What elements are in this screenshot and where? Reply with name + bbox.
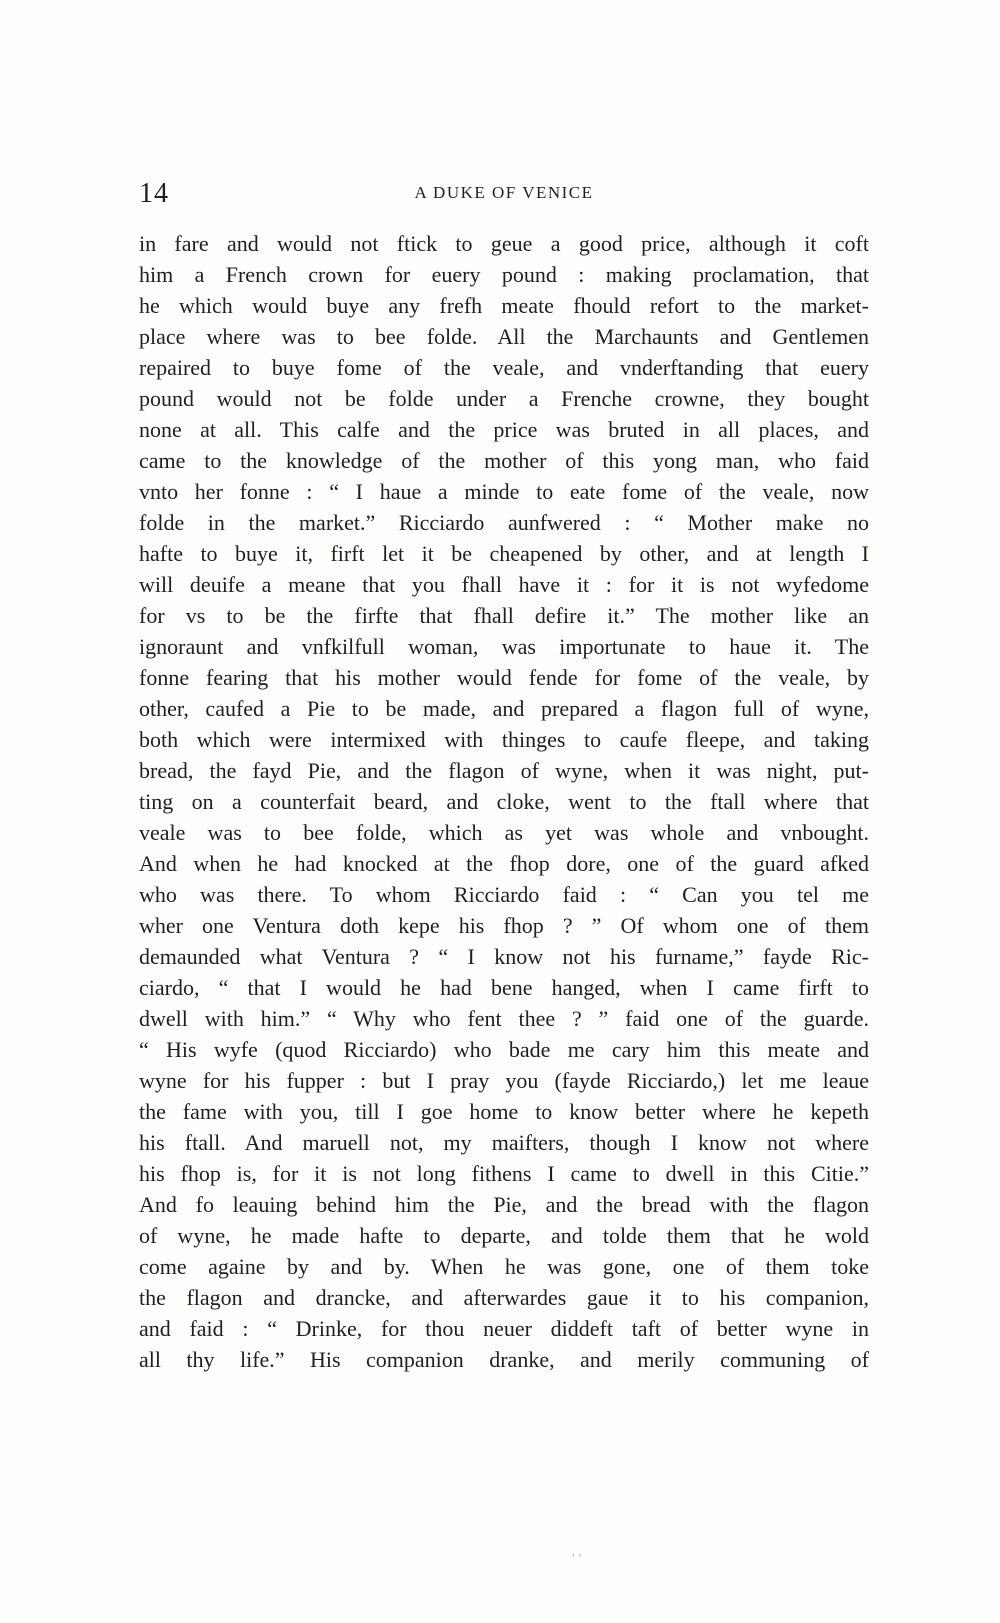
text-line: came to the knowledge of the mother of this yong man, who faid xyxy=(139,448,869,473)
text-line: hafte to buye it, firft let it be cheapened by other, and at length I xyxy=(139,541,869,566)
text-line: other, caufed a Pie to be made, and prepared a flagon full of wyne, xyxy=(139,696,869,721)
text-line: will deuife a meane that you fhall have it : for it is not wyfedome xyxy=(139,572,869,597)
text-line: his fhop is, for it is not long fithens I came to dwell in this Citie.” xyxy=(139,1161,869,1186)
text-line: vnto her fonne : “ I haue a minde to eate fome of the veale, now xyxy=(139,479,869,504)
text-line: bread, the fayd Pie, and the flagon of wyne, when it was night, put- xyxy=(139,758,869,783)
text-line: “ His wyfe (quod Ricciardo) who bade me cary him this meate and xyxy=(139,1037,869,1062)
text-line: demaunded what Ventura ? “ I know not his furname,” fayde Ric- xyxy=(139,944,869,969)
scan-speck-mark: ′ ′ xyxy=(572,1552,582,1567)
page-number: 14 xyxy=(139,178,169,209)
text-line: And fo leauing behind him the Pie, and the bread with the flagon xyxy=(139,1192,869,1217)
text-line: ignoraunt and vnfkilfull woman, was importunate to haue it. The xyxy=(139,634,869,659)
page-header xyxy=(139,178,869,218)
text-line: he which would buye any frefh meate fhould refort to the market- xyxy=(139,293,869,318)
text-line: repaired to buye fome of the veale, and vnderftanding that euery xyxy=(139,355,869,380)
text-line: the fame with you, till I goe home to know better where he kepeth xyxy=(139,1099,869,1124)
text-line: pound would not be folde under a Frenche crowne, they bought xyxy=(139,386,869,411)
text-line: for vs to be the firfte that fhall defire it.” The mother like an xyxy=(139,603,869,628)
text-line: folde in the market.” Ricciardo aunfwered : “ Mother make no xyxy=(139,510,869,535)
text-line: him a French crown for euery pound : making proclamation, that xyxy=(139,262,869,287)
text-line: of wyne, he made hafte to departe, and tolde them that he wold xyxy=(139,1223,869,1248)
text-line: his ftall. And maruell not, my maifters, though I know not where xyxy=(139,1130,869,1155)
text-line: wyne for his fupper : but I pray you (fayde Ricciardo,) let me leaue xyxy=(139,1068,869,1093)
text-line: ting on a counterfait beard, and cloke, went to the ftall where that xyxy=(139,789,869,814)
text-line: come againe by and by. When he was gone, one of them toke xyxy=(139,1254,869,1279)
text-line: ciardo, “ that I would he had bene hanged, when I came firft to xyxy=(139,975,869,1000)
text-line: all thy life.” His companion dranke, and merily communing of xyxy=(139,1347,869,1372)
text-line: veale was to bee folde, which as yet was whole and vnbought. xyxy=(139,820,869,845)
running-head: A DUKE OF VENICE xyxy=(414,183,594,202)
text-line: in fare and would not ftick to geue a good price, although it coft xyxy=(139,231,869,256)
body-text xyxy=(139,228,869,1375)
text-line: none at all. This calfe and the price was bruted in all places, and xyxy=(139,417,869,442)
text-line: both which were intermixed with thinges to caufe fleepe, and taking xyxy=(139,727,869,752)
text-line: and faid : “ Drinke, for thou neuer diddeft taft of better wyne in xyxy=(139,1316,869,1341)
text-line: who was there. To whom Ricciardo faid : “ Can you tel me xyxy=(139,882,869,907)
text-line: wher one Ventura doth kepe his fhop ? ” Of whom one of them xyxy=(139,913,869,938)
text-line: the flagon and drancke, and afterwardes gaue it to his companion, xyxy=(139,1285,869,1310)
text-line: fonne fearing that his mother would fende for fome of the veale, by xyxy=(139,665,869,690)
text-line: place where was to bee folde. All the Marchaunts and Gentlemen xyxy=(139,324,869,349)
text-line: And when he had knocked at the fhop dore, one of the guard afked xyxy=(139,851,869,876)
text-line: dwell with him.” “ Why who fent thee ? ” faid one of the guarde. xyxy=(139,1006,869,1031)
